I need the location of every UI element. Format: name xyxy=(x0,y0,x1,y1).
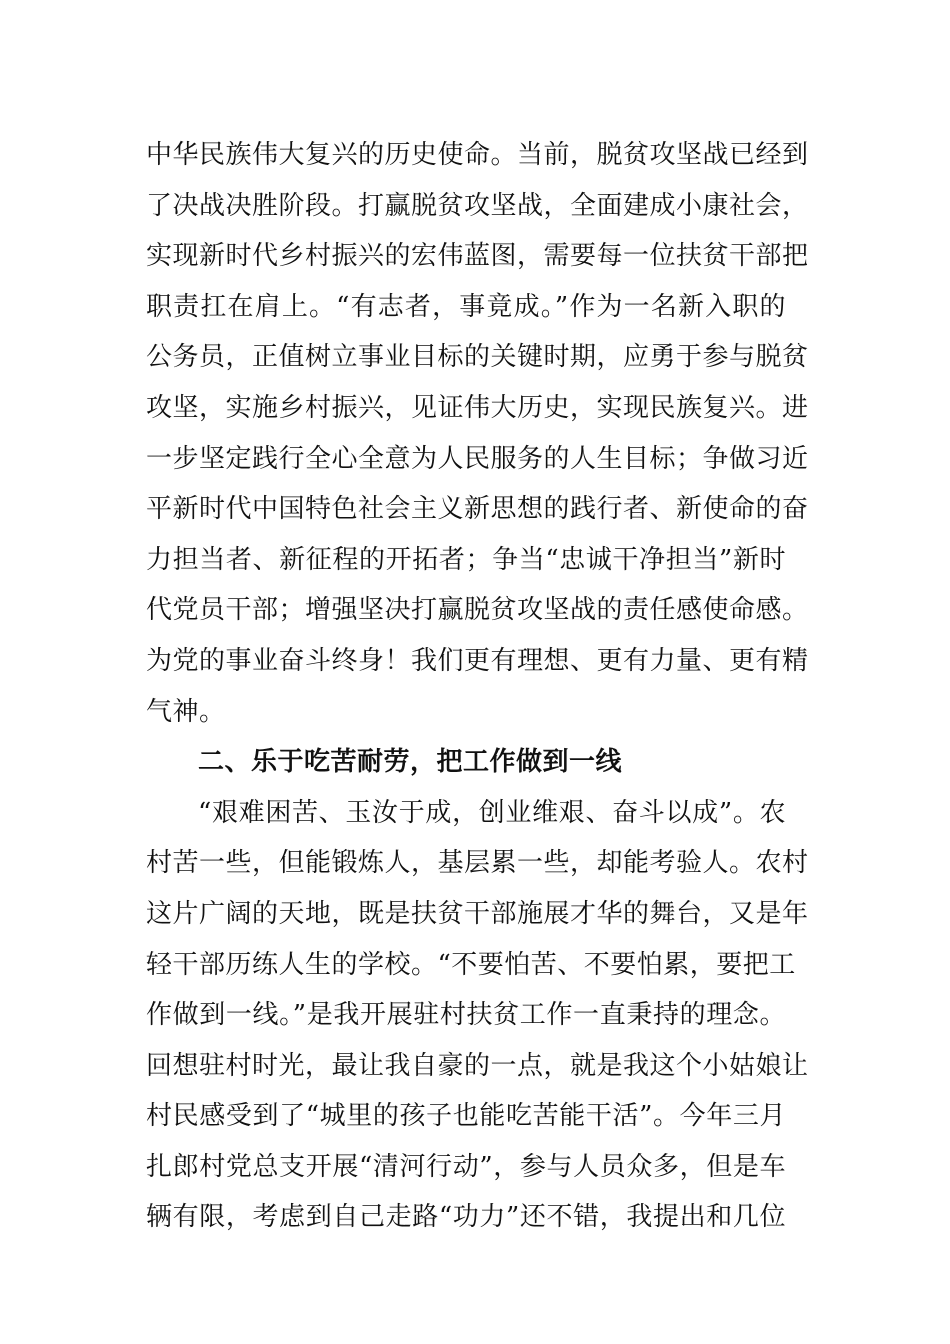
text-line: 村民感受到了“城里的孩子也能吃苦能干活”。今年三月 xyxy=(146,1101,786,1132)
text-line: 实现新时代乡村振兴的宏伟蓝图，需要每一位扶贫干部把 xyxy=(146,241,809,272)
text-line: 作做到一线。”是我开展驻村扶贫工作一直秉持的理念。 xyxy=(146,1000,786,1031)
text-line: 轻干部历练人生的学校。“不要怕苦、不要怕累，要把工 xyxy=(146,949,796,980)
text-line: 回想驻村时光，最让我自豪的一点，就是我这个小姑娘让 xyxy=(146,1050,809,1081)
text-line: 攻坚，实施乡村振兴，见证伟大历史，实现民族复兴。进 xyxy=(146,392,809,423)
section-heading: 二、乐于吃苦耐劳，把工作做到一线 xyxy=(198,747,623,778)
text-line: 扎郎村党总支开展“清河行动”，参与人员众多，但是车 xyxy=(146,1151,786,1182)
text-line: 这片广阔的天地，既是扶贫干部施展才华的舞台，又是年 xyxy=(146,898,809,929)
text-line: 辆有限，考虑到自己走路“功力”还不错，我提出和几位 xyxy=(146,1202,786,1233)
text-line: 职责扛在肩上。“有志者，事竟成。”作为一名新入职的 xyxy=(146,291,786,322)
document-body xyxy=(146,130,809,1243)
text-line: 力担当者、新征程的开拓者；争当“忠诚干净担当”新时 xyxy=(146,544,786,575)
paragraph-hardwork xyxy=(146,788,809,1243)
text-line: “艰难困苦、玉汝于成，创业维艰、奋斗以成”。农 xyxy=(198,797,786,828)
text-line: 公务员，正值树立事业目标的关键时期，应勇于参与脱贫 xyxy=(146,342,809,373)
text-line: 代党员干部；增强坚决打赢脱贫攻坚战的责任感使命感。 xyxy=(146,595,809,626)
text-line: 气神。 xyxy=(146,696,226,727)
text-line: 村苦一些，但能锻炼人，基层累一些，却能考验人。农村 xyxy=(146,848,809,879)
text-line: 为党的事业奋斗终身！我们更有理想、更有力量、更有精 xyxy=(146,645,809,676)
text-line: 平新时代中国特色社会主义新思想的践行者、新使命的奋 xyxy=(146,494,809,525)
text-line: 了决战决胜阶段。打赢脱贫攻坚战，全面建成小康社会， xyxy=(146,190,809,221)
text-line: 一步坚定践行全心全意为人民服务的人生目标；争做习近 xyxy=(146,443,809,474)
paragraph-mission xyxy=(146,130,809,737)
text-line: 中华民族伟大复兴的历史使命。当前，脱贫攻坚战已经到 xyxy=(146,140,809,170)
